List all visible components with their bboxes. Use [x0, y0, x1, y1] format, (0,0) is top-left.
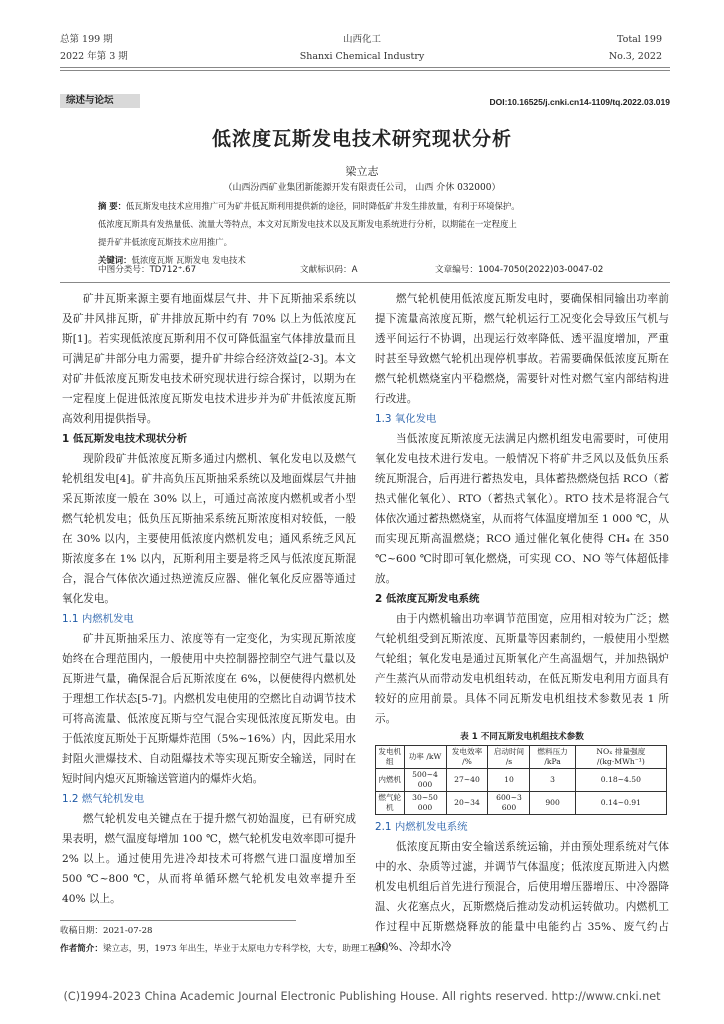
abstract-label: 摘 要：	[98, 201, 127, 211]
table-cell: 20~34	[446, 792, 488, 815]
left-column	[62, 289, 356, 909]
paragraph: 矿井瓦斯抽采压力、浓度等有一定变化，为实现瓦斯浓度始终在合理范围内，一般使用中央控制器控制空气进气量以及瓦斯进气量，确保混合后瓦斯浓度在 6%，以便使得内燃机处于理想工作状态[5-7]。内燃机发电使用的空燃比自动调节技术可将高流量、低浓度瓦斯与空气混合实现低浓度瓦斯发电。由于低浓度瓦斯处于瓦斯爆炸范围（5%~16%）内，因此采用水封阻火泄爆技术、自动阻爆技术等实现瓦斯安全输送，同时在短时间内熄灭瓦斯输送管道内的爆炸火焰。	[62, 633, 356, 785]
table-header: NOₓ 排量强度 /(kg·MWh⁻¹)	[575, 746, 666, 769]
table-cell: 30~50 000	[404, 792, 446, 815]
right-column	[375, 289, 669, 957]
table-cell: 10	[488, 769, 530, 792]
section-tag: 综述与论坛	[60, 94, 140, 108]
author: 梁立志	[345, 165, 379, 178]
author-bio	[60, 940, 670, 958]
table-caption: 表 1 不同瓦斯发电机组技术参数	[460, 732, 584, 742]
paragraph: 矿井瓦斯来源主要有地面煤层气井、井下瓦斯抽采系统以及矿井风排瓦斯，矿井排放瓦斯中约有 70% 以上为低浓度瓦斯[1]。若实现低浓度瓦斯利用不仅可降低温室气体排放量而且可满足矿井部分电力需要，提升矿井综合经济效益[2-3]。本文对矿井低浓度瓦斯发电技术研究现状进行综合探讨，以期为在一定程度上促进低浓度瓦斯发电技术进步并为矿井低浓度瓦斯高效利用提供指导。	[62, 293, 356, 425]
section-heading-2-1: 2.1 内燃机发电系统	[375, 821, 468, 833]
paragraph: 燃气轮机使用低浓度瓦斯发电时，要确保相同输出功率前提下流量高浓度瓦斯，燃气轮机运行工况变化会导致压气机与透平间运行不协调，出现运行效率降低、透平温度增加，严重时甚至导致燃气轮机出现停机事故。若需要确保低浓度瓦斯在燃气轮机燃烧室内平稳燃烧，需要针对性对燃气室内部结构进行改进。	[375, 293, 669, 405]
paragraph: 现阶段矿井低浓度瓦斯多通过内燃机、氧化发电以及燃气轮机组发电[4]。矿井高负压瓦斯抽采系统以及地面煤层气井抽采瓦斯浓度一般在 30% 以上，可通过高浓度内燃机或者小型燃气轮机发电；低负压瓦斯抽采系统瓦斯浓度相对较低，一般在 30% 以内，主要使用低浓度内燃机发电；通风系统乏风瓦斯浓度多在 1% 以内，瓦斯利用主要是将乏风与低浓度瓦斯混合，混合气体依次通过热逆流反应器、催化氧化反应器等通过氧化发电。	[62, 453, 356, 605]
paragraph: 由于内燃机输出功率调节范围宽，应用相对较为广泛；燃气轮机组受到瓦斯浓度、瓦斯量等因素制约，一般使用小型燃气轮组；氧化发电是通过瓦斯氧化产生高温烟气，并加热锅炉产生蒸汽从而带动发电机组转动，在低瓦斯发电利用方面具有较好的应用前景。具体不同瓦斯发电机组技术参数见表 1 所示。	[375, 613, 669, 725]
section-heading-1: 1 低瓦斯发电技术现状分析	[62, 433, 188, 445]
header-divider-2	[60, 70, 670, 71]
section-heading-2: 2 低浓度瓦斯发电系统	[375, 593, 480, 605]
journal-name-en: Shanxi Chemical Industry	[299, 51, 425, 62]
author-bio-text: 梁立志，男，1973 年出生，毕业于太原电力专科学校，大专，助理工程师。	[102, 944, 394, 954]
section-heading-1-3: 1.3 氧化发电	[375, 413, 437, 425]
section-heading-1-2: 1.2 燃气轮机发电	[62, 793, 145, 805]
table-row	[376, 769, 667, 792]
abstract-line-1	[98, 197, 636, 215]
table-cell: 900	[530, 792, 575, 815]
paragraph: 当低浓度瓦斯浓度无法满足内燃机组发电需要时，可使用氧化发电技术进行发电。一般情况下将矿井乏风以及低负压系统瓦斯混合，后再进行蓄热发电，具体蓄热燃烧包括 RCO（蓄热式催化氧化）、RTO（蓄热式氧化）。RTO 技术是将混合气体依次通过蓄热燃烧室，从而将气体温度增加至 1 000 ℃，从而实现瓦斯高温燃烧；RCO 通过催化氧化使得 CH₄ 在 350 ℃~600 ℃时即可氧化燃烧，可实现 CO、NO 等气体超低排放。	[375, 433, 669, 585]
abstract-text-1: 低瓦斯发电技术应用推广可为矿井低瓦斯利用提供新的途径，同时降低矿井发生排放量，有利于环境保护。	[126, 201, 520, 211]
table-cell: 内燃机	[376, 769, 405, 792]
table-cell: 600~3 600	[488, 792, 530, 815]
doi[interactable]: DOI:10.16525/j.cnki.cn14-1109/tq.2022.03.019	[489, 97, 670, 107]
keywords: 低浓度瓦斯 瓦斯发电 发电技术	[131, 255, 246, 265]
journal-name-cn: 山西化工	[342, 34, 381, 45]
footnote	[60, 922, 670, 958]
header-issue-total: 总第 199 期	[60, 34, 113, 45]
header-total-en: Total 199	[617, 34, 662, 45]
table-cell: 500~4 000	[404, 769, 446, 792]
author-bio-label: 作者简介：	[60, 944, 103, 954]
header-number-en: No.3, 2022	[608, 51, 662, 62]
header-issue-year: 2022 年第 3 期	[60, 51, 128, 62]
abstract-block	[98, 197, 636, 269]
keywords-label: 关键词：	[98, 255, 132, 265]
paragraph: 燃气轮机发电关键点在于提升燃气初始温度，已有研究成果表明，燃气温度每增加 100 ℃，燃气轮机发电效率即可提升 2% 以上。通过使用先进冷却技术可将燃气进口温度增加至 500 ℃~800 ℃，从而将单循环燃气轮机发电效率提升至 40% 以上。	[62, 813, 356, 905]
copyright-notice: (C)1994-2023 China Academic Journal Electronic Publishing House. All rights reserved. http://www.cnki.net	[63, 990, 661, 1003]
affiliation: （山西汾西矿业集团新能源开发有限责任公司， 山西 介休 032000）	[223, 183, 501, 193]
received-date: 收稿日期：2021-07-28	[60, 926, 153, 936]
parameter-table	[375, 745, 667, 815]
table-cell: 燃气轮机	[376, 792, 405, 815]
meta-divider	[60, 282, 670, 283]
abstract-line-2: 低浓度瓦斯具有发热量低、流量大等特点，本文对瓦斯发电技术以及瓦斯发电系统进行分析，以期能在一定程度上	[98, 219, 517, 229]
table-header: 燃料压力 /kPa	[530, 746, 575, 769]
document-code: 文献标识码：A	[300, 265, 358, 275]
table-cell: 0.14~0.91	[575, 792, 666, 815]
table-cell: 27~40	[446, 769, 488, 792]
table-header-row	[376, 746, 667, 769]
table-header: 发电机组	[376, 746, 405, 769]
article-title: 低浓度瓦斯发电技术研究现状分析	[211, 128, 512, 150]
clc-number: 中图分类号：TD712⁺.67	[98, 265, 197, 275]
table-header: 发电效率 /%	[446, 746, 488, 769]
table-row	[376, 792, 667, 815]
header-divider	[60, 67, 670, 68]
table-cell: 0.18~4.50	[575, 769, 666, 792]
abstract-line-3: 提升矿井低浓度瓦斯技术应用推广。	[98, 237, 232, 247]
section-heading-1-1: 1.1 内燃机发电	[62, 613, 134, 625]
table-header: 启动时间 /s	[488, 746, 530, 769]
footnote-divider	[60, 920, 296, 921]
table-cell: 3	[530, 769, 575, 792]
table-header: 功率 /kW	[404, 746, 446, 769]
paragraph: 低浓度瓦斯由安全输送系统运输，并由预处理系统对气体中的水、杂质等过滤，并调节气体温度；低浓度瓦斯进入内燃机发电机组后首先进行预混合，后使用增压器增压、中冷器降温、火花塞点火，瓦斯燃烧后推动发动机运转做功。内燃机工作过程中瓦斯燃烧释放的能量中电能约占 35%、废气约占 30%、冷却水冷	[375, 841, 669, 953]
article-number: 文章编号：1004-7050(2022)03-0047-02	[435, 265, 604, 275]
